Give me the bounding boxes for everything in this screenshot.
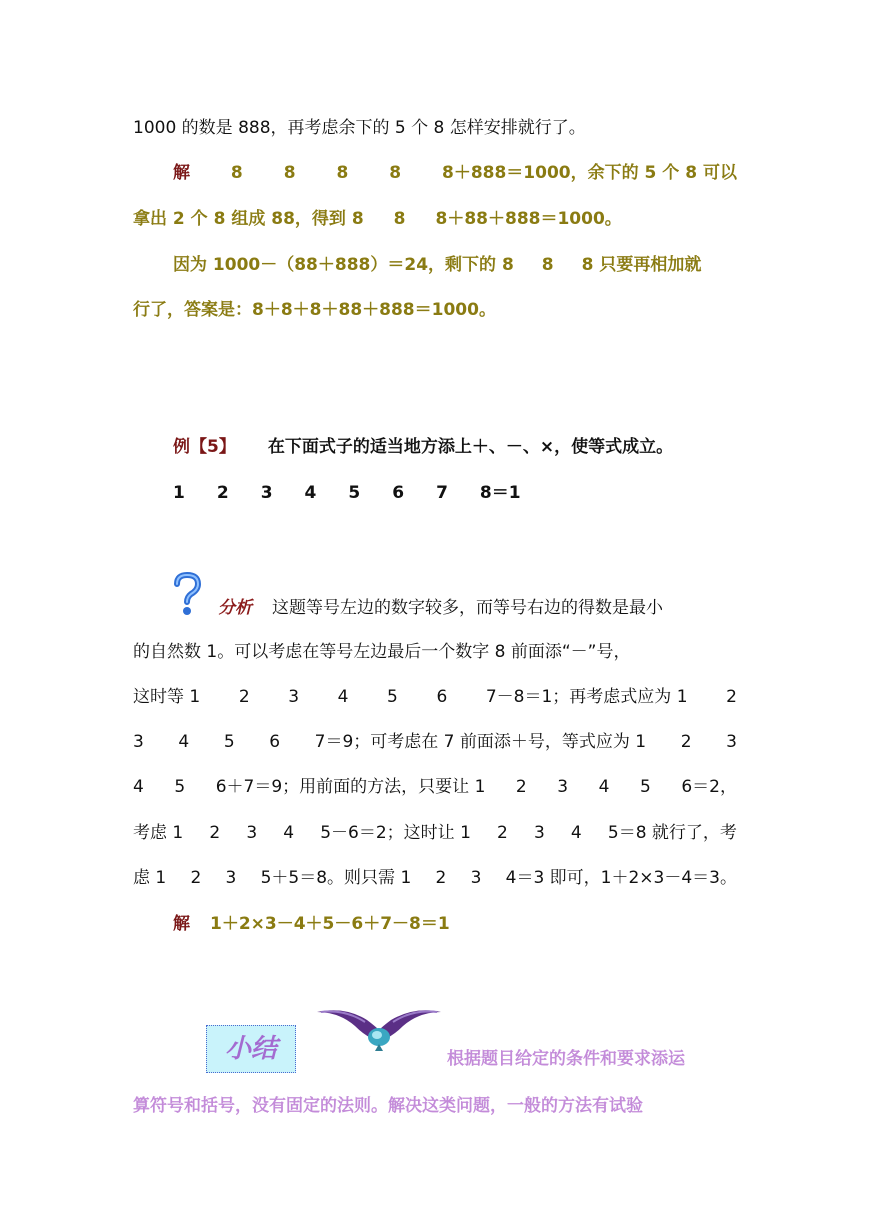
solution-line-4: 行了，答案是：8＋8＋8＋88＋888＝1000。 [133, 300, 496, 320]
analysis-token: 4＝3 即可，1＋2×3－4＝3。 [505, 868, 737, 888]
analysis-line-3 [133, 685, 737, 709]
solution-label: 解 [173, 914, 190, 934]
analysis-token: 5＋5＝8。则只需 1 [260, 868, 412, 888]
analysis-token: 2 [190, 868, 202, 888]
analysis-token: 3 [533, 823, 545, 843]
example-label: 例【5】 [173, 437, 236, 457]
equation-num: 7 [436, 483, 448, 503]
solution-5 [173, 912, 777, 936]
analysis-token: 3 [133, 732, 144, 752]
analysis-token: 3 [288, 687, 300, 707]
analysis-token: 4 [570, 823, 582, 843]
analysis-line-1 [218, 596, 737, 620]
analysis-token: 2 [515, 777, 527, 797]
analysis-token: 3 [470, 868, 482, 888]
equation-num: 1 [173, 483, 185, 503]
analysis-token: 4 [337, 687, 349, 707]
analysis-line-6 [133, 821, 737, 845]
paragraph-text: 1000 的数是 888，再考虑余下的 5 个 8 怎样安排就行了。 [133, 118, 586, 138]
equation-num: 6 [392, 483, 405, 503]
analysis-label: 分析 [218, 598, 252, 618]
solution-line-2 [133, 207, 737, 231]
solution-line-1 [173, 161, 737, 185]
analysis-token: 7－8＝1；再考虑式应为 1 [485, 687, 688, 707]
analysis-token: 3 [557, 777, 569, 797]
analysis-token: 2 [726, 687, 737, 707]
analysis-token: 虑 1 [133, 868, 167, 888]
solution-text: 8 只要再相加就 [581, 255, 702, 275]
analysis-token: 2 [497, 823, 508, 843]
summary-line-1: 根据题目给定的条件和要求添运 [447, 1049, 685, 1069]
solution-text: 1＋2×3－4＋5－6＋7－8＝1 [210, 914, 450, 934]
analysis-token: 3 [246, 823, 258, 843]
analysis-token: 3 [225, 868, 237, 888]
solution-text: 8 [541, 255, 554, 275]
equation-num: 8＝1 [479, 483, 521, 503]
analysis-token: 4 [178, 732, 190, 752]
solution-line-3 [173, 253, 777, 277]
analysis-text: 这题等号左边的数字较多，而等号右边的得数是最小 [272, 598, 663, 618]
example-heading [173, 435, 743, 459]
solution-text: 8＋888＝1000，余下的 5 个 8 可以 [441, 163, 737, 183]
example-question: 在下面式子的适当地方添上＋、－、×，使等式成立。 [267, 437, 674, 457]
summary-line-2: 算符号和括号，没有固定的法则。解决这类问题，一般的方法有试验 [133, 1096, 643, 1116]
analysis-token: 5 [387, 687, 398, 707]
solution-text: 拿出 2 个 8 组成 88，得到 8 [133, 209, 364, 229]
analysis-token: 5－6＝2；这时让 1 [320, 823, 471, 843]
analysis-token: 6＝2， [681, 777, 737, 797]
equation-num: 3 [260, 483, 273, 503]
analysis-token: 5 [223, 732, 235, 752]
solution-text: 8 [393, 209, 406, 229]
analysis-token: 5 [174, 777, 186, 797]
analysis-token: 4 [133, 777, 144, 797]
analysis-token: 6 [269, 732, 281, 752]
analysis-token: 3 [726, 732, 737, 752]
analysis-line-5 [133, 775, 737, 799]
summary-label-box: 小结 [206, 1025, 296, 1073]
analysis-token: 这时等 1 [133, 687, 201, 707]
solution-num: 8 [389, 163, 402, 183]
solution-num: 8 [230, 163, 243, 183]
equation-num: 2 [216, 483, 229, 503]
equation-num: 5 [348, 483, 361, 503]
analysis-token: 7＝9；可考虑在 7 前面添＋号，等式应为 1 [314, 732, 647, 752]
analysis-token: 2 [238, 687, 250, 707]
analysis-token: 4 [283, 823, 295, 843]
analysis-token: 2 [209, 823, 221, 843]
solution-num: 8 [336, 163, 349, 183]
solution-num: 8 [283, 163, 296, 183]
solution-text: 因为 1000－（88＋888）＝24，剩下的 8 [173, 255, 514, 275]
equation-num: 4 [304, 483, 317, 503]
question-mark-icon [170, 572, 204, 616]
analysis-token: 2 [435, 868, 447, 888]
analysis-line-7 [133, 866, 737, 890]
analysis-line-4 [133, 730, 737, 754]
analysis-token: 4 [598, 777, 610, 797]
analysis-token: 5＝8 就行了，考 [607, 823, 737, 843]
analysis-token: 2 [680, 732, 692, 752]
example-equation [173, 481, 521, 505]
bird-illustration [315, 1004, 443, 1052]
solution-label: 解 [173, 163, 190, 183]
analysis-token: 6＋7＝9；用前面的方法，只要让 1 [215, 777, 486, 797]
analysis-token: 5 [640, 777, 651, 797]
analysis-token: 6 [436, 687, 448, 707]
analysis-line-2: 的自然数 1。可以考虑在等号左边最后一个数字 8 前面添“－”号， [133, 642, 631, 662]
analysis-token: 考虑 1 [133, 823, 184, 843]
solution-text: 8＋88＋888＝1000。 [435, 209, 622, 229]
